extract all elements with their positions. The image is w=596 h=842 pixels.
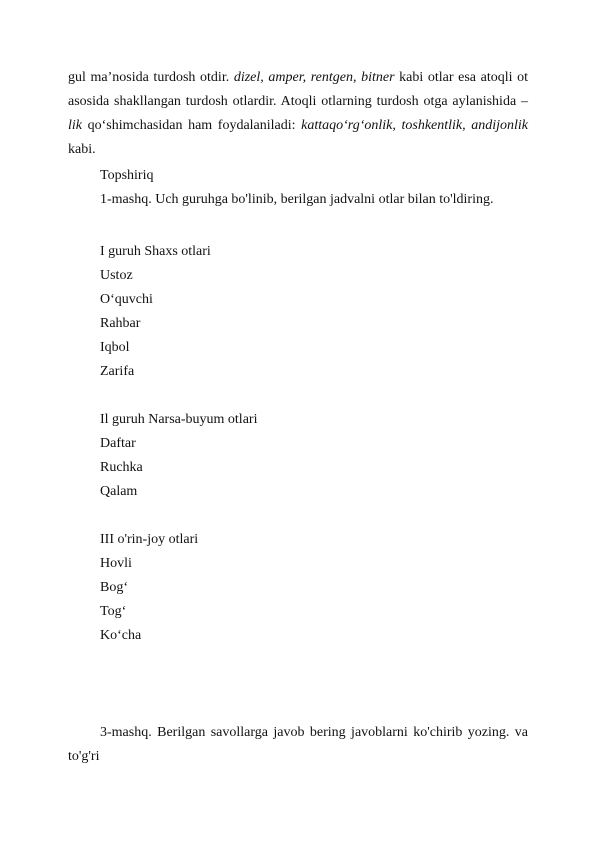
group-3-item: Hovli — [100, 556, 132, 571]
group-1-item: Rahbar — [100, 316, 141, 331]
intro-line-3: lik qo‘shimchasidan ham foydalaniladi: kattaqo‘rg‘onlik, toshkentlik, andijonlik — [68, 118, 529, 133]
exercise-1: 1-mashq. Uch guruhga bo'linib, berilgan jadvalni otlar bilan to'ldiring. — [100, 192, 494, 207]
group-1-title: I guruh Shaxs otlari — [100, 244, 211, 259]
task-title: Topshiriq — [100, 168, 154, 183]
group-1-item: Iqbol — [100, 340, 130, 355]
group-3-item: Tog‘ — [100, 604, 127, 619]
intro-line-4: kabi. — [68, 142, 96, 157]
group-3-item: Bog‘ — [100, 580, 128, 595]
group-2-item: Ruchka — [100, 460, 143, 475]
group-2-item: Qalam — [100, 484, 138, 499]
intro-paragraph — [68, 66, 528, 162]
intro-line-2: asosida shakllangan turdosh otlardir. Atoqli otlarning turdosh otga aylanishida – — [68, 94, 528, 109]
group-3-item: Ko‘cha — [100, 628, 142, 643]
exercise-3-line-2: to'g'ri — [68, 749, 100, 764]
group-1-item: O‘quvchi — [100, 292, 153, 307]
group-1-item: Zarifa — [100, 364, 135, 379]
group-1-item: Ustoz — [100, 268, 133, 283]
group-2-item: Daftar — [100, 436, 136, 451]
exercise-3 — [68, 721, 528, 769]
exercise-3-line-1: 3-mashq. Berilgan savollarga javob bering javoblarni ko'chirib yozing. va — [100, 725, 528, 740]
group-2-title: Il guruh Narsa-buyum otlari — [100, 412, 258, 427]
group-3-title: III o'rin-joy otlari — [100, 532, 199, 547]
intro-line-1: gul ma’nosida turdosh otdir. dizel, amper, rentgen, bitner kabi otlar esa atoqli ot — [68, 70, 529, 85]
